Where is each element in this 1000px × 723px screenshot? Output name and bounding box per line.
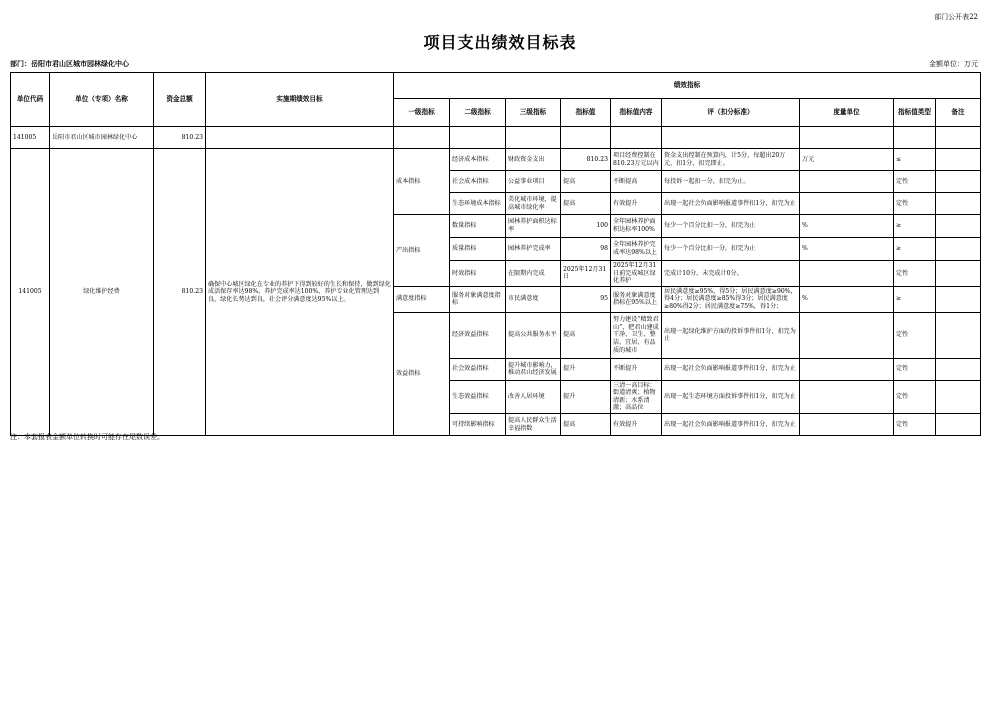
table-row — [11, 149, 981, 171]
scoring-cell: 每少一个百分比扣一分，扣完为止 — [662, 215, 800, 238]
scoring-cell: 每少一个百分比扣一分，扣完为止 — [662, 238, 800, 261]
unit-cell: % — [800, 215, 894, 238]
level1-output: 产出指标 — [394, 215, 450, 287]
remark-cell — [936, 312, 981, 358]
header-level1: 一级指标 — [394, 99, 450, 127]
header-value-type: 指标值类型 — [894, 99, 936, 127]
type-cell: 定性 — [894, 312, 936, 358]
value-cell: 提升 — [561, 358, 611, 380]
level3-cell: 财政资金支出 — [506, 149, 561, 171]
content-cell: 2025年12月31日前完成城区绿化养护 — [611, 261, 662, 287]
level2-cell: 生态效益指标 — [450, 380, 506, 413]
unit-cell — [800, 312, 894, 358]
remark-cell — [936, 193, 981, 215]
type-cell: ≤ — [894, 149, 936, 171]
value-cell: 提升 — [561, 380, 611, 413]
unit-cell — [800, 380, 894, 413]
header-remark: 备注 — [936, 99, 981, 127]
content-cell: 三清一高目标：街道清爽；植物清新；水系清澈；高品位 — [611, 380, 662, 413]
content-cell: 全年园林养护完成率达98%以上 — [611, 238, 662, 261]
unit-cell: % — [800, 238, 894, 261]
header-goal: 实施期绩效目标 — [206, 73, 394, 127]
project-goal: 确保中心城区绿化在专业的养护下得到较好的生长和保持，做到绿化成活保存率达98%，养护完成率达100%，养护专业化管理达到良，绿化长势达到良，社会评分满意度达95%以上。 — [206, 149, 394, 436]
remark-cell — [936, 149, 981, 171]
remark-cell — [936, 171, 981, 193]
header-unit-name: 单位（专项）名称 — [50, 73, 154, 127]
content-cell: 有效提升 — [611, 193, 662, 215]
department-label: 部门：岳阳市君山区城市园林绿化中心 — [10, 59, 129, 68]
summary-name: 岳阳市君山区城市园林绿化中心 — [50, 127, 154, 149]
unit-cell: % — [800, 286, 894, 312]
value-cell: 提高 — [561, 193, 611, 215]
level2-cell: 时效指标 — [450, 261, 506, 287]
project-amount: 810.23 — [154, 149, 206, 436]
unit-cell — [800, 193, 894, 215]
performance-table — [10, 72, 981, 436]
level2-cell: 质量指标 — [450, 238, 506, 261]
header-content: 指标值内容 — [611, 99, 662, 127]
level2-cell: 经济成本指标 — [450, 149, 506, 171]
level2-cell: 数量指标 — [450, 215, 506, 238]
amount-unit-label: 金额单位：万元 — [929, 60, 978, 68]
unit-cell: 万元 — [800, 149, 894, 171]
value-cell: 98 — [561, 238, 611, 261]
value-cell: 810.23 — [561, 149, 611, 171]
level3-cell: 市民满意度 — [506, 286, 561, 312]
summary-code: 141005 — [11, 127, 50, 149]
type-cell: 定性 — [894, 261, 936, 287]
value-cell: 提高 — [561, 312, 611, 358]
type-cell: 定性 — [894, 358, 936, 380]
type-cell: 定性 — [894, 414, 936, 436]
level3-cell: 改善人居环境 — [506, 380, 561, 413]
remark-cell — [936, 238, 981, 261]
header-total-funds: 资金总额 — [154, 73, 206, 127]
content-cell: 全年园林养护面积达标率100% — [611, 215, 662, 238]
type-cell: ≥ — [894, 238, 936, 261]
scoring-cell: 资金支出控制在预算内，计5分，每超出20万元，扣1分，扣完即止。 — [662, 149, 800, 171]
scoring-cell: 出现一起绿化维护方面的投诉事件扣1分，扣完为止 — [662, 312, 800, 358]
content-cell: 努力建设“精致君山”，把君山建成干净、卫生、整洁、宜居、有品质的城市 — [611, 312, 662, 358]
scoring-cell: 出现一起社会负面影响报道事件扣1分，扣完为止 — [662, 358, 800, 380]
level3-cell: 园林养护完成率 — [506, 238, 561, 261]
unit-cell — [800, 171, 894, 193]
value-cell: 100 — [561, 215, 611, 238]
remark-cell — [936, 380, 981, 413]
level3-cell: 园林养护面积达标率 — [506, 215, 561, 238]
type-cell: 定性 — [894, 171, 936, 193]
type-cell: 定性 — [894, 380, 936, 413]
level3-cell: 提高公共服务水平 — [506, 312, 561, 358]
level3-cell: 美化城市环境，提高城市绿化率 — [506, 193, 561, 215]
header-row-1 — [11, 73, 981, 99]
remark-cell — [936, 261, 981, 287]
project-name: 绿化维护经费 — [50, 149, 154, 436]
scoring-cell: 出现一起生态环境方面投诉事件扣1分，扣完为止 — [662, 380, 800, 413]
unit-cell — [800, 414, 894, 436]
level3-cell: 在限期内完成 — [506, 261, 561, 287]
level2-cell: 服务对象满意度指标 — [450, 286, 506, 312]
footnote: 注：本套报表金额单位转换时可能存在尾数误差。 — [10, 433, 164, 441]
scoring-cell: 每投诉一起扣一分，扣完为止。 — [662, 171, 800, 193]
page-code: 部门公开表22 — [934, 13, 978, 21]
level3-cell: 提升城市影响力，推动君山经济发展 — [506, 358, 561, 380]
content-cell: 项目经费控制在810.23万元以内 — [611, 149, 662, 171]
content-cell: 服务对象满意度指标在95%以上 — [611, 286, 662, 312]
level2-cell: 生态环境成本指标 — [450, 193, 506, 215]
header-unit-code: 单位代码 — [11, 73, 50, 127]
header-level2: 二级指标 — [450, 99, 506, 127]
unit-cell — [800, 358, 894, 380]
type-cell: 定性 — [894, 193, 936, 215]
content-cell: 不断提高 — [611, 171, 662, 193]
level2-cell: 社会效益指标 — [450, 358, 506, 380]
scoring-cell: 完成计10分，未完成计0分。 — [662, 261, 800, 287]
level2-cell: 可持续影响指标 — [450, 414, 506, 436]
header-performance: 绩效指标 — [394, 73, 981, 99]
summary-row — [11, 127, 981, 149]
level1-benefit: 效益指标 — [394, 312, 450, 435]
level3-cell: 提高人民群众生活幸福指数 — [506, 414, 561, 436]
header-value: 指标值 — [561, 99, 611, 127]
content-cell: 不断提升 — [611, 358, 662, 380]
scoring-cell: 出现一起社会负面影响报道事件扣1分，扣完为止 — [662, 193, 800, 215]
level1-satisfaction: 满意度指标 — [394, 286, 450, 312]
type-cell: ≥ — [894, 286, 936, 312]
remark-cell — [936, 414, 981, 436]
remark-cell — [936, 215, 981, 238]
header-measure-unit: 度量单位 — [800, 99, 894, 127]
level2-cell: 社会成本指标 — [450, 171, 506, 193]
project-code: 141005 — [11, 149, 50, 436]
level2-cell: 经济效益指标 — [450, 312, 506, 358]
header-level3: 三级指标 — [506, 99, 561, 127]
header-scoring: 评（扣分标准） — [662, 99, 800, 127]
summary-amount: 810.23 — [154, 127, 206, 149]
value-cell: 95 — [561, 286, 611, 312]
value-cell: 提高 — [561, 414, 611, 436]
scoring-cell: 居民满意度≥95%，得5分；居民满意度≥90%，得4分；居民满意度≥85%得3分；居民满意度≥80%得2分；居民满意度≥75%，得1分； — [662, 286, 800, 312]
value-cell: 提高 — [561, 171, 611, 193]
remark-cell — [936, 358, 981, 380]
type-cell: ≥ — [894, 215, 936, 238]
scoring-cell: 出现一起社会负面影响报道事件扣1分，扣完为止 — [662, 414, 800, 436]
page-title: 项目支出绩效目标表 — [423, 33, 577, 52]
level3-cell: 公益事业项目 — [506, 171, 561, 193]
content-cell: 有效提升 — [611, 414, 662, 436]
level1-cost: 成本指标 — [394, 149, 450, 215]
remark-cell — [936, 286, 981, 312]
value-cell: 2025年12月31日 — [561, 261, 611, 287]
unit-cell — [800, 261, 894, 287]
